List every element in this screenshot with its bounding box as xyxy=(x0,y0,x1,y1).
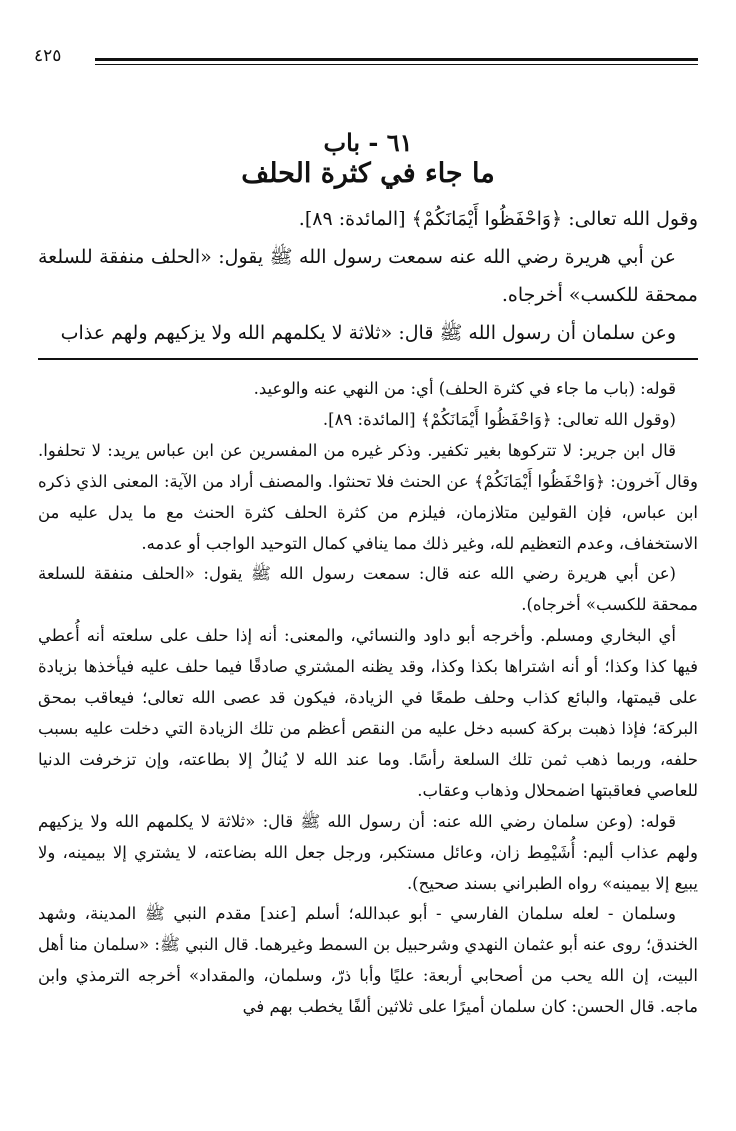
header-rule xyxy=(95,58,698,61)
text-divider xyxy=(38,358,698,360)
main-text-paragraph: وعن سلمان أن رسول الله ﷺ قال: «ثلاثة لا يكلمهم الله ولا يزكيهم ولهم عذاب xyxy=(60,322,676,344)
commentary-paragraph: قال ابن جرير: لا تتركوها بغير تكفير. وذكر غيره من المفسرين عن ابن عباس يريد: لا تحلفوا. وقال آخرون: ﴿وَاحْفَظُوا أَيْمَانَكُمْ﴾ عن الحنث فلا تحنثوا. والمصنف أراد من الآية: المعنى الذي ذكره ابن عباس، فإن القولين متلازمان، فيلزم من كثرة الحلف كثرة الحنث مع ما يدل عليه من الاستخفاف، وعدم التعظيم لله، وغير ذلك مما ينافي كمال التوحيد الواجب أو عدمه. xyxy=(38,440,698,553)
chapter-number: ٦١ - باب xyxy=(323,128,413,157)
page-number: ٤٢٥ xyxy=(34,46,62,66)
commentary-paragraph: (عن أبي هريرة رضي الله عنه قال: سمعت رسول الله ﷺ يقول: «الحلف منفقة للسلعة ممحقة للكسب» أخرجاه). xyxy=(38,564,698,615)
main-text-paragraph: عن أبي هريرة رضي الله عنه سمعت رسول الله ﷺ يقول: «الحلف منفقة للسلعة ممحقة للكسب» أخرجاه. xyxy=(38,246,698,306)
main-text-paragraph: وقول الله تعالى: ﴿وَاحْفَظُوا أَيْمَانَكُمْ﴾ [المائدة: ٨٩]. xyxy=(298,208,698,230)
chapter-title: ما جاء في كثرة الحلف xyxy=(241,158,495,189)
commentary-paragraph: أي البخاري ومسلم. وأخرجه أبو داود والنسائي، والمعنى: أنه إذا حلف على سلعته أنه أُعطي فيها كذا وكذا؛ أو أنه اشتراها بكذا وكذا، وقد يظنه المشتري صادقًا فيما حلف عليه فيأخذها بزيادة على قيمتها، والبائع كذاب وحلف طمعًا في الزيادة، فيكون قد عصى الله تعالى؛ فيعاقب بمحق البركة؛ فإذا ذهبت بركة كسبه دخل عليه من النقص أعظم من تلك الزيادة التي دخلت عليه بسبب حلفه، وربما ذهب ثمن تلك السلعة رأسًا. وما عند الله لا يُنالُ إلا بطاعته، وإن تزخرفت الدنيا للعاصي فعاقبتها اضمحلال وذهاب وعقاب. xyxy=(38,626,698,800)
commentary-paragraph: (وقول الله تعالى: ﴿وَاحْفَظُوا أَيْمَانَكُمْ﴾ [المائدة: ٨٩]. xyxy=(322,409,676,429)
commentary-paragraph: قوله: (باب ما جاء في كثرة الحلف) أي: من النهي عنه والوعيد. xyxy=(253,379,676,398)
commentary-paragraph: وسلمان - لعله سلمان الفارسي - أبو عبدالله؛ أسلم [عند] مقدم النبي ﷺ المدينة، وشهد الخندق؛ روى عنه أبو عثمان النهدي وشرحبيل بن السمط وغيرهما. قال النبي ﷺ: «سلمان منا أهل البيت، إن الله يحب من أصحابي أربعة: عليًا وأبا ذرّ، وسلمان، والمقداد» أخرجه الترمذي وابن ماجه. قال الحسن: كان سلمان أميرًا على ثلاثين ألفًا يخطب بهم في xyxy=(38,904,698,1017)
commentary-paragraph: قوله: (وعن سلمان رضي الله عنه: أن رسول الله ﷺ قال: «ثلاثة لا يكلمهم الله ولا يزكيهم ولهم عذاب أليم: أُشَيْمِط زان، وعائل مستكبر، ورجل جعل الله بضاعته، لا يشتري إلا بيمينه، ولا يبيع إلا بيمينه» رواه الطبراني بسند صحيح). xyxy=(38,811,698,893)
commentary xyxy=(38,374,698,1023)
main-text xyxy=(38,200,698,352)
